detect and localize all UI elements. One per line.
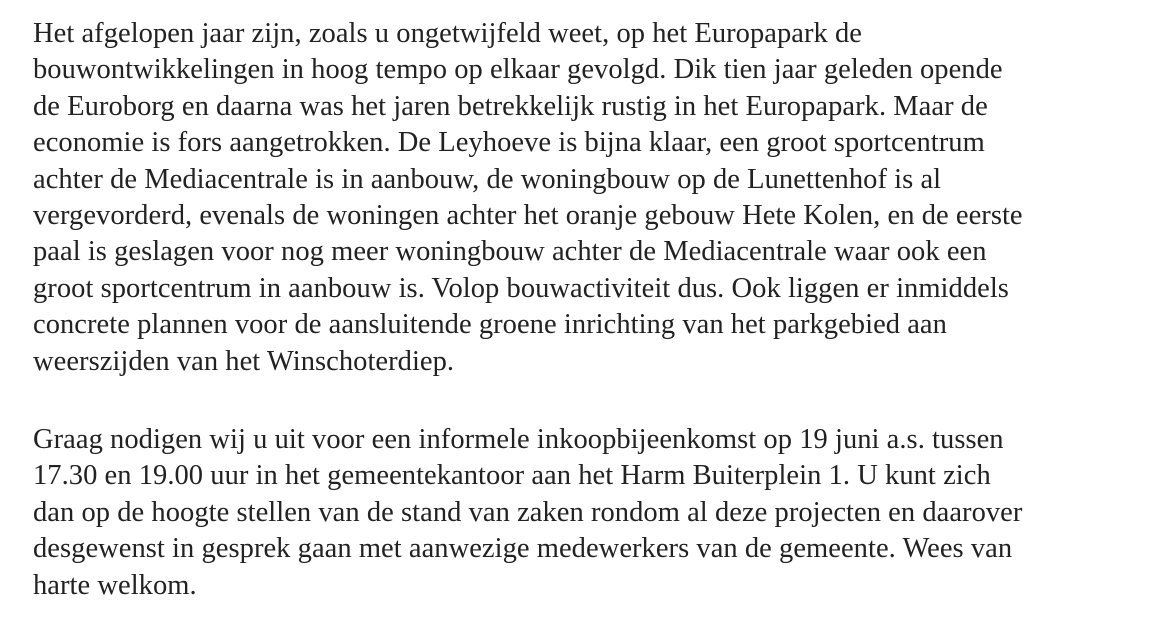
text-line: desgewenst in gesprek gaan met aanwezige medewerkers van de gemeente. Wees van xyxy=(33,533,1013,565)
paragraph-invitation xyxy=(33,422,1022,604)
text-line: Graag nodigen wij u uit voor een informele inkoopbijeenkomst op 19 juni a.s. tussen xyxy=(33,424,1004,455)
text-line: economie is fors aangetrokken. De Leyhoeve is bijna klaar, een groot sportcentrum xyxy=(33,127,985,159)
text-line: 17.30 en 19.00 uur in het gemeentekantoor aan het Harm Buiterplein 1. U kunt zich xyxy=(33,460,991,492)
text-line: harte welkom. xyxy=(33,569,197,601)
text-line: weerszijden van het Winschoterdiep. xyxy=(33,345,455,377)
text-line: paal is geslagen voor nog meer woningbouw achter de Mediacentrale waar ook een xyxy=(33,236,987,268)
text-line: vergevorderd, evenals de woningen achter het oranje gebouw Hete Kolen, en de eerste xyxy=(33,200,1023,232)
text-line: achter de Mediacentrale is in aanbouw, de woningbouw op de Lunettenhof is al xyxy=(33,163,942,195)
paragraph-construction-update xyxy=(33,16,1023,380)
text-line: de Euroborg en daarna was het jaren betrekkelijk rustig in het Europapark. Maar de xyxy=(33,90,988,122)
text-line: Het afgelopen jaar zijn, zoals u ongetwijfeld weet, op het Europapark de xyxy=(33,18,862,49)
text-line: groot sportcentrum in aanbouw is. Volop bouwactiviteit dus. Ook liggen er inmiddels xyxy=(33,272,1009,304)
text-line: bouwontwikkelingen in hoog tempo op elkaar gevolgd. Dik tien jaar geleden opende xyxy=(33,54,1003,86)
text-line: dan op de hoogte stellen van de stand van zaken rondom al deze projecten en daarover xyxy=(33,496,1023,528)
text-line: concrete plannen voor de aansluitende groene inrichting van het parkgebied aan xyxy=(33,309,947,341)
